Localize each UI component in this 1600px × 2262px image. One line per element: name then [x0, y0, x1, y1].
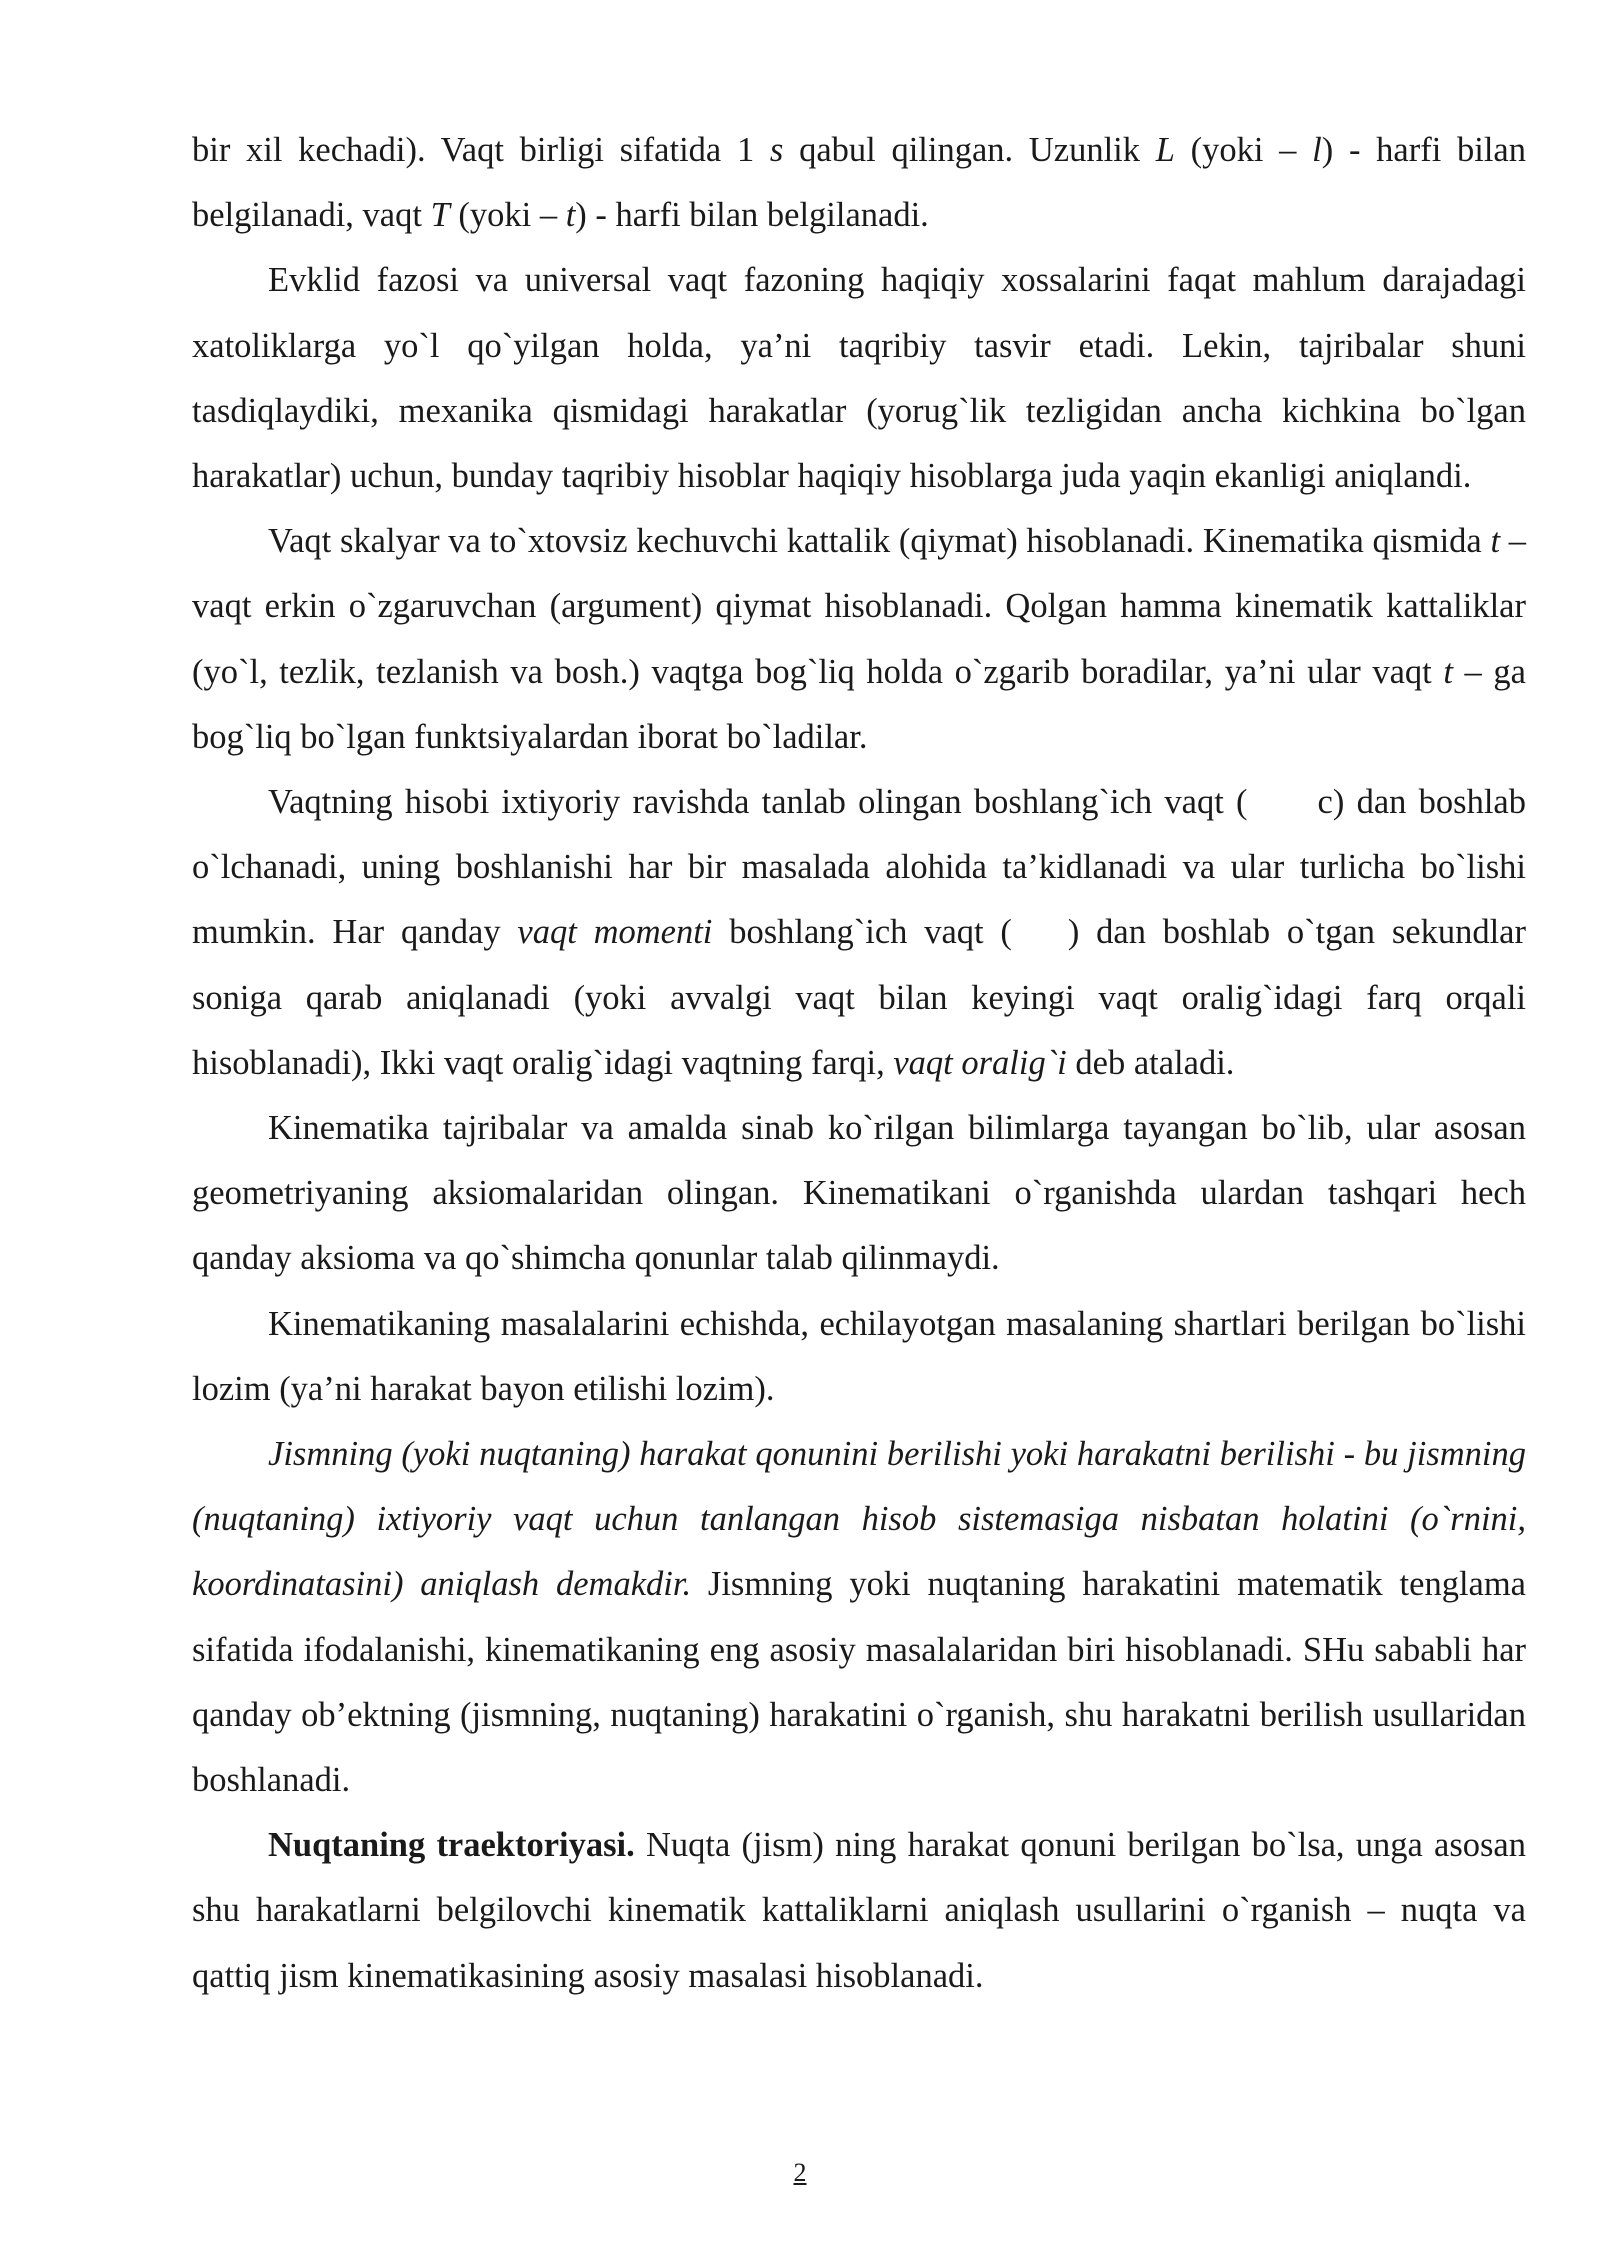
italic-text: l	[1312, 131, 1322, 169]
italic-text: vaqt momenti	[517, 913, 713, 952]
text-run: (yoki –	[1174, 131, 1313, 169]
paragraph	[192, 1813, 1526, 2009]
text-run: Kinematika tajribalar va amalda sinab ko`rilgan bilimlarga tayangan bo`lib, ular asosan geometriyaning aksiomalaridan olingan. Kinematikani o`rganishda ulardan tashqari hech qanday aksioma va qo`shimcha qonunlar talab qilinmaydi.	[192, 1109, 1526, 1278]
italic-text: L	[1155, 131, 1175, 169]
paragraph	[192, 1096, 1526, 1292]
text-run: boshlang`ich vaqt (	[712, 913, 1012, 952]
text-run: ) dan boshlab o`tgan sekundlar soniga qarab aniqlanadi (yoki avvalgi vaqt bilan keyingi vaqt oralig`idagi farq orqali hisoblanadi), Ikki vaqt oralig`idagi vaqtning farqi,	[192, 913, 1526, 1082]
paragraph	[192, 509, 1526, 770]
text-run: – vaqt erkin o`zgaruvchan (argument) qiymat hisoblanadi. Qolgan hamma kinematik kattaliklar (yo`l, tezlik, tezlanish va bosh.) vaqtga bog`liq holda o`zgarib boradilar, ya’ni ular vaqt	[192, 522, 1526, 691]
italic-text: Jismning (yoki nuqtaning) harakat qonunini berilishi yoki harakatni berilishi - bu jismning (nuqtaning) ixtiyoriy vaqt uchun tanlangan hisob sistemasiga nisbatan holatini (o`rnini, koordinatasini) aniqlash demakdir.	[192, 1435, 1526, 1604]
italic-text: t	[565, 196, 576, 235]
text-run: Vaqtning hisobi ixtiyoriy ravishda tanlab olingan boshlang`ich vaqt (	[268, 783, 1248, 822]
text-run: Evklid fazosi va universal vaqt fazoning haqiqiy xossalarini faqat mahlum darajadagi xatoliklarga yo`l qo`yilgan holda, ya’ni taqribiy tasvir etadi. Lekin, tajribalar shuni tasdiqlaydiki, mexanika qismidagi harakatlar (yorug`lik tezligidan ancha kichkina bo`lgan harakatlar) uchun, bunday taqribiy hisoblar haqiqiy hisoblarga juda yaqin ekanligi aniqlandi.	[192, 261, 1526, 496]
paragraph	[192, 248, 1526, 509]
text-run: c) dan boshlab o`lchanadi, uning boshlanishi har bir masalada alohida ta’kidlanadi va ular turlicha bo`lishi mumkin. Har qanday	[192, 783, 1526, 952]
text-run: qabul qilingan. Uzunlik	[783, 131, 1156, 169]
page-number: 2	[793, 2158, 807, 2187]
text-run: Kinematikaning masalalarini echishda, echilayotgan masalaning shartlari berilgan bo`lishi lozim (ya’ni harakat bayon etilishi lozim).	[192, 1304, 1526, 1408]
text-run: Jismning yoki nuqtaning harakatini matematik tenglama sifatida ifodalanishi, kinematikaning eng asosiy masalalaridan biri hisoblanadi. SHu sababli har qanday ob’ektning (jismning, nuqtaning) harakatini o`rganish, shu harakatni berilish usullaridan boshlanadi.	[192, 1565, 1526, 1800]
italic-text: t	[1490, 522, 1501, 561]
italic-text: vaqt oralig`i	[893, 1043, 1067, 1082]
paragraph	[192, 770, 1526, 1096]
text-run: ) - harfi bilan belgilanadi, vaqt	[192, 131, 1526, 235]
paragraph	[192, 118, 1526, 248]
text-run: bir xil kechadi). Vaqt birligi sifatida 1	[192, 131, 770, 169]
italic-text: s	[769, 131, 784, 169]
paragraph	[192, 1422, 1526, 1813]
paragraph	[192, 1292, 1526, 1422]
page-body	[192, 118, 1526, 2009]
text-run: Nuqta (jism) ning harakat qonuni berilgan bo`lsa, unga asosan shu harakatlarni belgilovchi kinematik kattaliklarni aniqlash usullarini o`rganish – nuqta va qattiq jism kinematikasining asosiy masalasi hisoblanadi.	[192, 1826, 1526, 1995]
text-run: Vaqt skalyar va to`xtovsiz kechuvchi kattalik (qiymat) hisoblanadi. Kinematika qismida	[268, 522, 1491, 561]
section-heading: Nuqtaning traektoriyasi.	[268, 1826, 635, 1865]
text-run: (yoki –	[449, 196, 566, 235]
text-run: deb ataladi.	[1066, 1043, 1235, 1082]
text-run: ) - harfi bilan belgilanadi.	[575, 196, 929, 235]
italic-text: T	[430, 196, 450, 235]
italic-text: t	[1443, 652, 1453, 691]
text-run: – ga bog`liq bo`lgan funktsiyalardan iborat bo`ladilar.	[192, 652, 1526, 756]
